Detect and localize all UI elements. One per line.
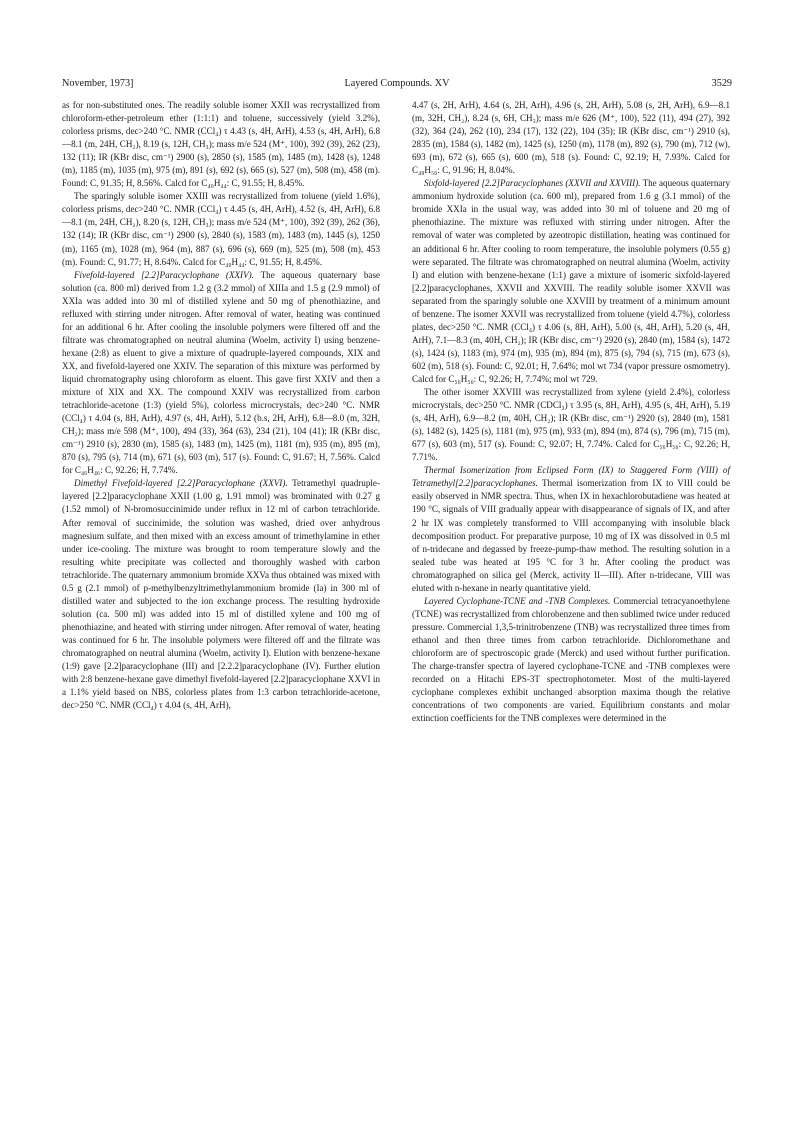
section-body-complexes: Commercial tetracyanoethylene (TCNE) was recrystallized from chlorobenzene and then sublimed twice under reduced pressure. Commercial 1,3,5-trinitrobenzene (TNB) was recrystallized three times from ethanol and then three times from carbon tetrachloride. Dichloromethane and chloroform are of spectroscopic grade (Merck) and used without further purification. The charge-transfer spectra of layered cyclophane-TCNE and -TNB complexes were recorded on a Hitachi EPS-3T spectrophotometer. Most of the multi-layered cyclophane complexes exhibit unchanged absorption maxima though the relative concentrations of two components are varied. Equilibrium constants and molar extinction coefficients for the TNB complexes were determined in the bbox=[412, 595, 730, 724]
running-header bbox=[62, 78, 732, 92]
section-body-isomerization: Thermal isomerization from IX to VIII could be easily observed in NMR spectra. Thus, when IX in hexachlorobutadiene was heated at 190 °C, signals of VIII gradually appear with disappearance of signals of IX, and after 2 hr IX was completely transformed to VIII accompanying with insoluble black decomposition product. For preparative purpose, 10 mg of IX was dissolved in 0.5 ml of n-tridecane and degassed by freeze-pump-thaw method. The resulting solution in a sealed tube was heated at 195 °C for 3 hr. After cooling the product was chromatographed on silica gel (Merck, activity II—III). After n-tridecane, VIII was eluted with n-hexane in nearly quantitative yield. bbox=[412, 478, 730, 593]
paragraph-xxvi bbox=[62, 477, 380, 712]
paragraph-xxviii: The other isomer XXVIII was recrystallized from xylene (yield 2.4%), colorless microcrystals, dec>250 °C. NMR (CDCl₃) τ 3.95 (s, 8H, ArH), 4.95 (s, 4H, ArH), 5.19 (s, 4H, ArH), 6.9—8.2 (m, 40H, CH₂); IR (KBr disc, cm⁻¹) 2920 (s), 2840 (m), 1581 (s), 1482 (s), 1425 (s), 1181 (m), 975 (m), 933 (m), 894 (m), 874 (s), 796 (m), 715 (m), 677 (s), 603 (m), 517 (s). Found: C, 92.07; H, 7.74%. Calcd for C₅₆H₅₆: C, 92.26; H, 7.71%. bbox=[412, 387, 730, 463]
header-date: November, 1973] bbox=[62, 78, 134, 89]
paragraph-xxvi-cont: 4.47 (s, 2H, ArH), 4.64 (s, 2H, ArH), 4.96 (s, 2H, ArH), 5.08 (s, 2H, ArH), 6.9—8.1 (m, 32H, CH₂), 8.24 (s, 6H, CH₃); mass m/e 626 (M⁺, 100), 522 (11), 494 (27), 392 (32), 364 (24), 262 (10), 234 (17), 132 (22), 104 (35); IR (KBr disc, cm⁻¹) 2910 (s), 2835 (m), 1584 (s), 1482 (m), 1425 (s), 1250 (m), 1178 (m), 892 (s), 790 (m), 712 (w), 693 (m), 672 (s), 665 (s), 600 (m), 518 (s). Found: C, 92.19; H, 7.93%. Calcd for C₄₈H₅₀: C, 91.96; H, 8.04%. bbox=[412, 100, 730, 176]
header-page-number: 3529 bbox=[711, 78, 732, 89]
section-body-xxvii: The aqueous quaternary ammonium hydroxide solution (ca. 600 ml), prepared from 1.6 g (3.1 mmol) of the bromide XXIa in the usual way, was added into 30 ml of toluene and 20 mg of phenothiazine. The mixture was refluxed with stirring under nitrogen. After the removal of water was completed by azeotropic distillation, heating was continued for an additional 6 hr. After cooling to room temperature, the insoluble polymers (0.55 g) were separated. The filtrate was chromatographed on neutral alumina (Woelm, activity I) and elution with benzene-hexane (1:1) gave a mixture of isomeric sixfold-layered [2.2]paracyclophanes, XXVII and XXVIII. The readily soluble isomer XXVII was separated from the sparingly soluble one XXVIII by treatment of a minimum amount of benzene. The isomer XXVII was recrystallized from toluene (yield 4.7%), colorless plates, dec>250 °C. NMR (CCl₄) τ 4.06 (s, 8H, ArH), 5.00 (s, 4H, ArH), 5.20 (s, 4H, ArH), 7.1—8.3 (m, 40H, CH₂); IR (KBr disc, cm⁻¹) 2920 (s), 2840 (m), 1584 (s), 1472 (s), 1424 (s), 1183 (m), 974 (m), 935 (m), 894 (m), 875 (s), 794 (s), 715 (m), 673 (s), 602 (m), 518 (s). Found: C, 92.01; H, 7.64%; mol wt 734 (vapor pressure osmometry). Calcd for C₅₆H₅₆: C, 92.26; H, 7.74%; mol wt 729. bbox=[412, 178, 730, 384]
paragraph-xxiv bbox=[62, 269, 380, 478]
section-title-xxiv: Fivefold-layered [2.2]Paracyclophane (XXIV). bbox=[74, 269, 254, 280]
section-title-xxvi: Dimethyl Fivefold-layered [2.2]Paracyclophane (XXVI). bbox=[74, 478, 288, 489]
section-title-complexes: Layered Cyclophane-TCNE and -TNB Complexes. bbox=[424, 595, 611, 606]
section-body-xxiv: The aqueous quaternary base solution (ca. 800 ml) derived from 1.2 g (3.2 mmol) of XIIIa and 1.5 g (2.9 mmol) of XXIa was added into 30 ml of distilled xylene and 50 mg of phenothiazine, and refluxed with stirring under nitrogen. After removal of water, heating was continued for an additional 6 hr. After cooling the insoluble polymers were filtered off and the filtrate was chromatographed on neutral alumina (Woelm, activity I) using benzene-hexane (2:8) as eluent to give a mixture of quadruple-layered compounds, XIX and XX, and fivefold-layered one XXIV. The separation of this mixture was performed by liquid chromatography using chloroform as eluent. This gave first XXIV and then a mixture of XIX and XX. The compound XXIV was recrystallized from carbon tetrachloride-acetone (1:3) (yield 5%), colorless microcrystals, dec>240 °C. NMR (CCl₄) τ 4.04 (s, 8H, ArH), 4.97 (s, 4H, ArH), 5.12 (b.s, 2H, ArH), 6.8—8.0 (m, 32H, CH₂); mass m/e 598 (M⁺, 100), 494 (33), 364 (63), 234 (21), 104 (41); IR (KBr disc, cm⁻¹) 2910 (s), 2830 (m), 1585 (s), 1483 (m), 1425 (m), 1181 (m), 935 (m), 895 (m), 870 (s), 795 (s), 714 (m), 671 (s), 603 (m), 517 (s). Found: C, 91.67; H, 7.56%. Calcd for C₄₆H₄₆: C, 92.26; H, 7.74%. bbox=[62, 269, 381, 476]
section-title-isomerization: Thermal Isomerization from Eclipsed Form (IX) to Staggered Form (VIII) of Tetramethyl[2.2]paracyclophanes. bbox=[412, 465, 730, 489]
paragraph-isomerization bbox=[412, 464, 730, 594]
section-title-xxvii: Sixfold-layered [2.2]Paracyclophanes (XXVII and XXVIII). bbox=[424, 178, 641, 189]
paragraph-xxvii bbox=[412, 177, 730, 386]
left-column bbox=[62, 99, 380, 712]
header-running-title: Layered Compounds. XV bbox=[344, 78, 450, 89]
right-column bbox=[412, 99, 730, 725]
paragraph-xxiii: The sparingly soluble isomer XXIII was recrystallized from toluene (yield 1.6%), colorless prisms, dec>240 °C. NMR (CCl₄) τ 4.45 (s, 4H, ArH), 4.52 (s, 4H, ArH), 6.8—8.1 (m, 24H, CH₂), 8.20 (s, 12H, CH₃); mass m/e 524 (M⁺, 100), 392 (39), 262 (36), 132 (14); IR (KBr disc, cm⁻¹) 2900 (s), 2840 (s), 1583 (m), 1483 (m), 1445 (s), 1250 (m), 1165 (m), 1028 (m), 964 (m), 887 (s), 696 (s), 669 (m), 525 (m), 508 (m), 453 (m). Found: C, 91.77; H, 8.64%. Calcd for C₄₀H₄₄: C, 91.55; H, 8.45%. bbox=[62, 191, 380, 267]
paragraph-complexes bbox=[412, 595, 730, 725]
section-body-xxvi: Tetramethyl quadruple-layered [2.2]paracyclophane XXII (1.00 g, 1.91 mmol) was brominated with 0.27 g (1.52 mmol) of N-bromosuccinimide under reflux in 12 ml of carbon tetrachloride. After removal of succinimide, the solution was washed, dried over anhydrous magnesium sulfate, and then mixed with an excess amount of trimethylamine in ether under ice-cooling. The mixture was brought to room temperature slowly and the resulting white precipitate was collected and thoroughly washed with carbon tetrachloride. The quaternary ammonium bromide XXVa thus obtained was mixed with 0.5 g (2.1 mmol) of p-methylbenzyltrimethylammonium bromide (Ia) in 300 ml of distilled water and subjected to the ion exchange process. The resulting hydroxide solution (ca. 500 ml) was added into 15 ml of distilled xylene and 100 mg of phenothiazine, and heated with stirring under nitrogen. After removal of water, heating was continued for 6 hr. The insoluble polymers were filtered off and the filtrate was chromatographed on neutral alumina (Woelm, activity I). Elution with benzene-hexane (1:9) gave [2.2]paracyclophane (III) and [2.2.2]paracyclophane (IV). Further elution with 2:8 benzene-hexane gave dimethyl fivefold-layered [2.2]paracyclophane XXVI in a 1.1% yield based on NBS, colorless plates from 1:3 carbon tetrachloride-acetone, dec>250 °C. NMR (CCl₄) τ 4.04 (s, 4H, ArH), bbox=[62, 478, 380, 711]
paragraph-xxii: as for non-substituted ones. The readily soluble isomer XXII was recrystallized from chloroform-ether-petroleum ether (1:1:1) and toluene, successively (yield 3.2%), colorless prisms, dec>240 °C. NMR (CCl₄) τ 4.43 (s, 4H, ArH), 4.53 (s, 4H, ArH), 6.8—8.1 (m, 24H, CH₂), 8.19 (s, 12H, CH₃); mass m/e 524 (M⁺, 100), 392 (39), 262 (23), 132 (11); IR (KBr disc, cm⁻¹) 2900 (s), 2850 (s), 1585 (m), 1485 (m), 1428 (s), 1248 (m), 1185 (m), 1035 (m), 975 (m), 891 (s), 692 (s), 665 (s), 527 (m), 508 (m), 458 (m). Found: C, 91.35; H, 8.56%. Calcd for C₄₀H₄₄: C, 91.55; H, 8.45%. bbox=[62, 100, 380, 189]
